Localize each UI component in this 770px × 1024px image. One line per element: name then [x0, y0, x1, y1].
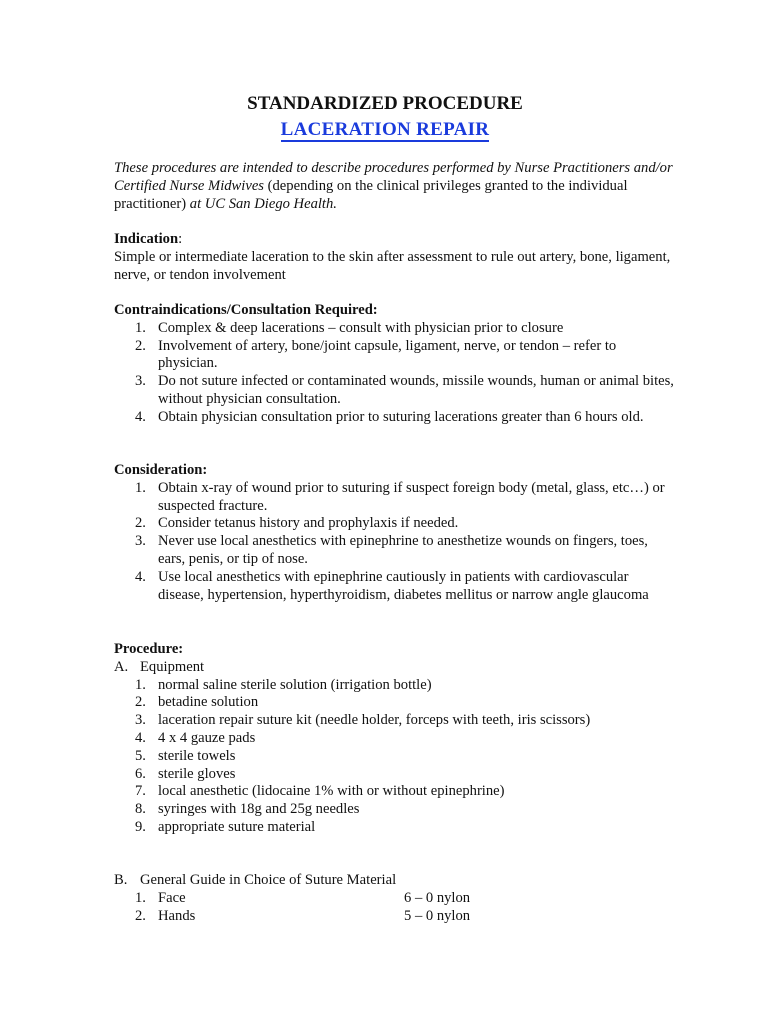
intro-italic-1: These procedures are intended to describe procedures performed by Nurse Practitioners and/or Certified Nurse Midwives	[114, 160, 673, 194]
list-item-number: 4.	[135, 568, 146, 585]
list-item	[114, 533, 674, 569]
consideration-list	[114, 480, 674, 605]
suture-material: 5 – 0 nylon	[404, 907, 471, 924]
procedure-section	[114, 641, 674, 837]
list-item	[114, 801, 674, 819]
list-item-text: sterile towels	[158, 747, 236, 764]
indication-section	[114, 231, 674, 284]
list-item-text: Consider tetanus history and prophylaxis if needed.	[158, 515, 459, 532]
list-item-number: 2.	[135, 907, 146, 924]
document-title: STANDARDIZED PROCEDURE	[247, 93, 523, 114]
list-item	[114, 712, 674, 730]
suture-site: Hands	[158, 907, 196, 924]
list-item-text: syringes with 18g and 25g needles	[158, 801, 360, 818]
contraindications-list	[114, 320, 674, 427]
list-item-number: 6.	[135, 765, 146, 782]
list-item-text: Involvement of artery, bone/joint capsule, ligament, nerve, or tendon – refer to physician.	[158, 337, 617, 372]
list-item	[114, 783, 674, 801]
document-subtitle	[0, 118, 770, 142]
list-item-number: 1.	[135, 889, 146, 906]
list-item-text: local anesthetic (lidocaine 1% with or without epinephrine)	[158, 783, 505, 800]
list-item-number: 7.	[135, 783, 146, 800]
suture-row	[114, 890, 674, 908]
section-letter: B.	[114, 872, 128, 888]
list-item	[114, 338, 674, 374]
equipment-list	[114, 677, 674, 837]
list-item-number: 3.	[135, 373, 146, 390]
list-item	[114, 373, 674, 409]
list-item	[114, 694, 674, 712]
list-item-text: normal saline sterile solution (irrigation bottle)	[158, 676, 432, 693]
suture-material: 6 – 0 nylon	[404, 889, 471, 906]
list-item-text: Never use local anesthetics with epinephrine to anesthetize wounds on fingers, toes, ears, penis, or tip of nose.	[158, 533, 648, 567]
equipment-subheading	[114, 659, 674, 677]
list-item	[114, 819, 674, 837]
contraindications-section	[114, 302, 674, 427]
intro-paragraph	[114, 160, 674, 213]
list-item	[114, 748, 674, 766]
suture-guide-section	[114, 872, 674, 925]
list-item-text: betadine solution	[158, 694, 259, 711]
list-item	[114, 766, 674, 784]
list-item	[114, 515, 674, 533]
section-label: Equipment	[140, 658, 205, 675]
list-item-number: 8.	[135, 801, 146, 818]
list-item	[114, 409, 674, 427]
list-item-text: Obtain x-ray of wound prior to suturing if suspect foreign body (metal, glass, etc…) or suspected fracture.	[158, 479, 665, 514]
list-item-text: Obtain physician consultation prior to suturing lacerations greater than 6 hours old.	[158, 408, 644, 425]
section-letter: A.	[114, 658, 129, 675]
list-item-number: 4.	[135, 408, 146, 425]
list-item	[114, 480, 674, 516]
list-item-text: laceration repair suture kit (needle holder, forceps with teeth, iris scissors)	[158, 712, 591, 729]
list-item-number: 9.	[135, 818, 146, 835]
list-item-number: 3.	[135, 712, 146, 729]
list-item-number: 1.	[135, 319, 146, 336]
list-item-text: Do not suture infected or contaminated wounds, missile wounds, human or animal bites, without physician consultation.	[158, 373, 674, 407]
list-item	[114, 320, 674, 338]
list-item-text: 4 x 4 gauze pads	[158, 729, 256, 746]
list-item-number: 4.	[135, 729, 146, 746]
indication-heading: Indication	[114, 231, 179, 247]
list-item-text: sterile gloves	[158, 765, 236, 782]
list-item-text: Use local anesthetics with epinephrine cautiously in patients with cardiovascular disease, hypertension, hyperthyroidism, diabetes mellitus or narrow angle glaucoma	[158, 568, 649, 603]
list-item-text: appropriate suture material	[158, 818, 316, 835]
suture-site: Face	[158, 889, 186, 906]
list-item	[114, 569, 674, 605]
consideration-heading: Consideration:	[114, 462, 208, 478]
intro-italic-2: at UC San Diego Health.	[189, 195, 337, 212]
list-item-number: 2.	[135, 337, 146, 354]
list-item	[114, 677, 674, 695]
list-item-number: 2.	[135, 694, 146, 711]
document-subtitle-text: LACERATION REPAIR	[280, 119, 490, 140]
list-item-text: Complex & deep lacerations – consult with physician prior to closure	[158, 319, 564, 336]
list-item-number: 3.	[135, 533, 146, 550]
suture-row	[114, 908, 674, 926]
consideration-section	[114, 462, 674, 604]
list-item-number: 2.	[135, 515, 146, 532]
indication-text: Simple or intermediate laceration to the skin after assessment to rule out artery, bone, ligament, nerve, or tendon involvement	[114, 248, 671, 283]
list-item-number: 1.	[135, 479, 146, 496]
contraindications-heading: Contraindications/Consultation Required:	[114, 302, 378, 318]
list-item	[114, 730, 674, 748]
procedure-heading: Procedure:	[114, 641, 184, 657]
indication-heading-line	[114, 231, 674, 249]
list-item-number: 1.	[135, 676, 146, 693]
indication-colon: :	[178, 231, 183, 247]
section-label: General Guide in Choice of Suture Material	[140, 872, 397, 888]
list-item-number: 5.	[135, 747, 146, 764]
intro-normal-1: (depending on the clinical privileges granted to the individual practitioner)	[114, 177, 628, 212]
suture-guide-subheading	[114, 872, 674, 890]
